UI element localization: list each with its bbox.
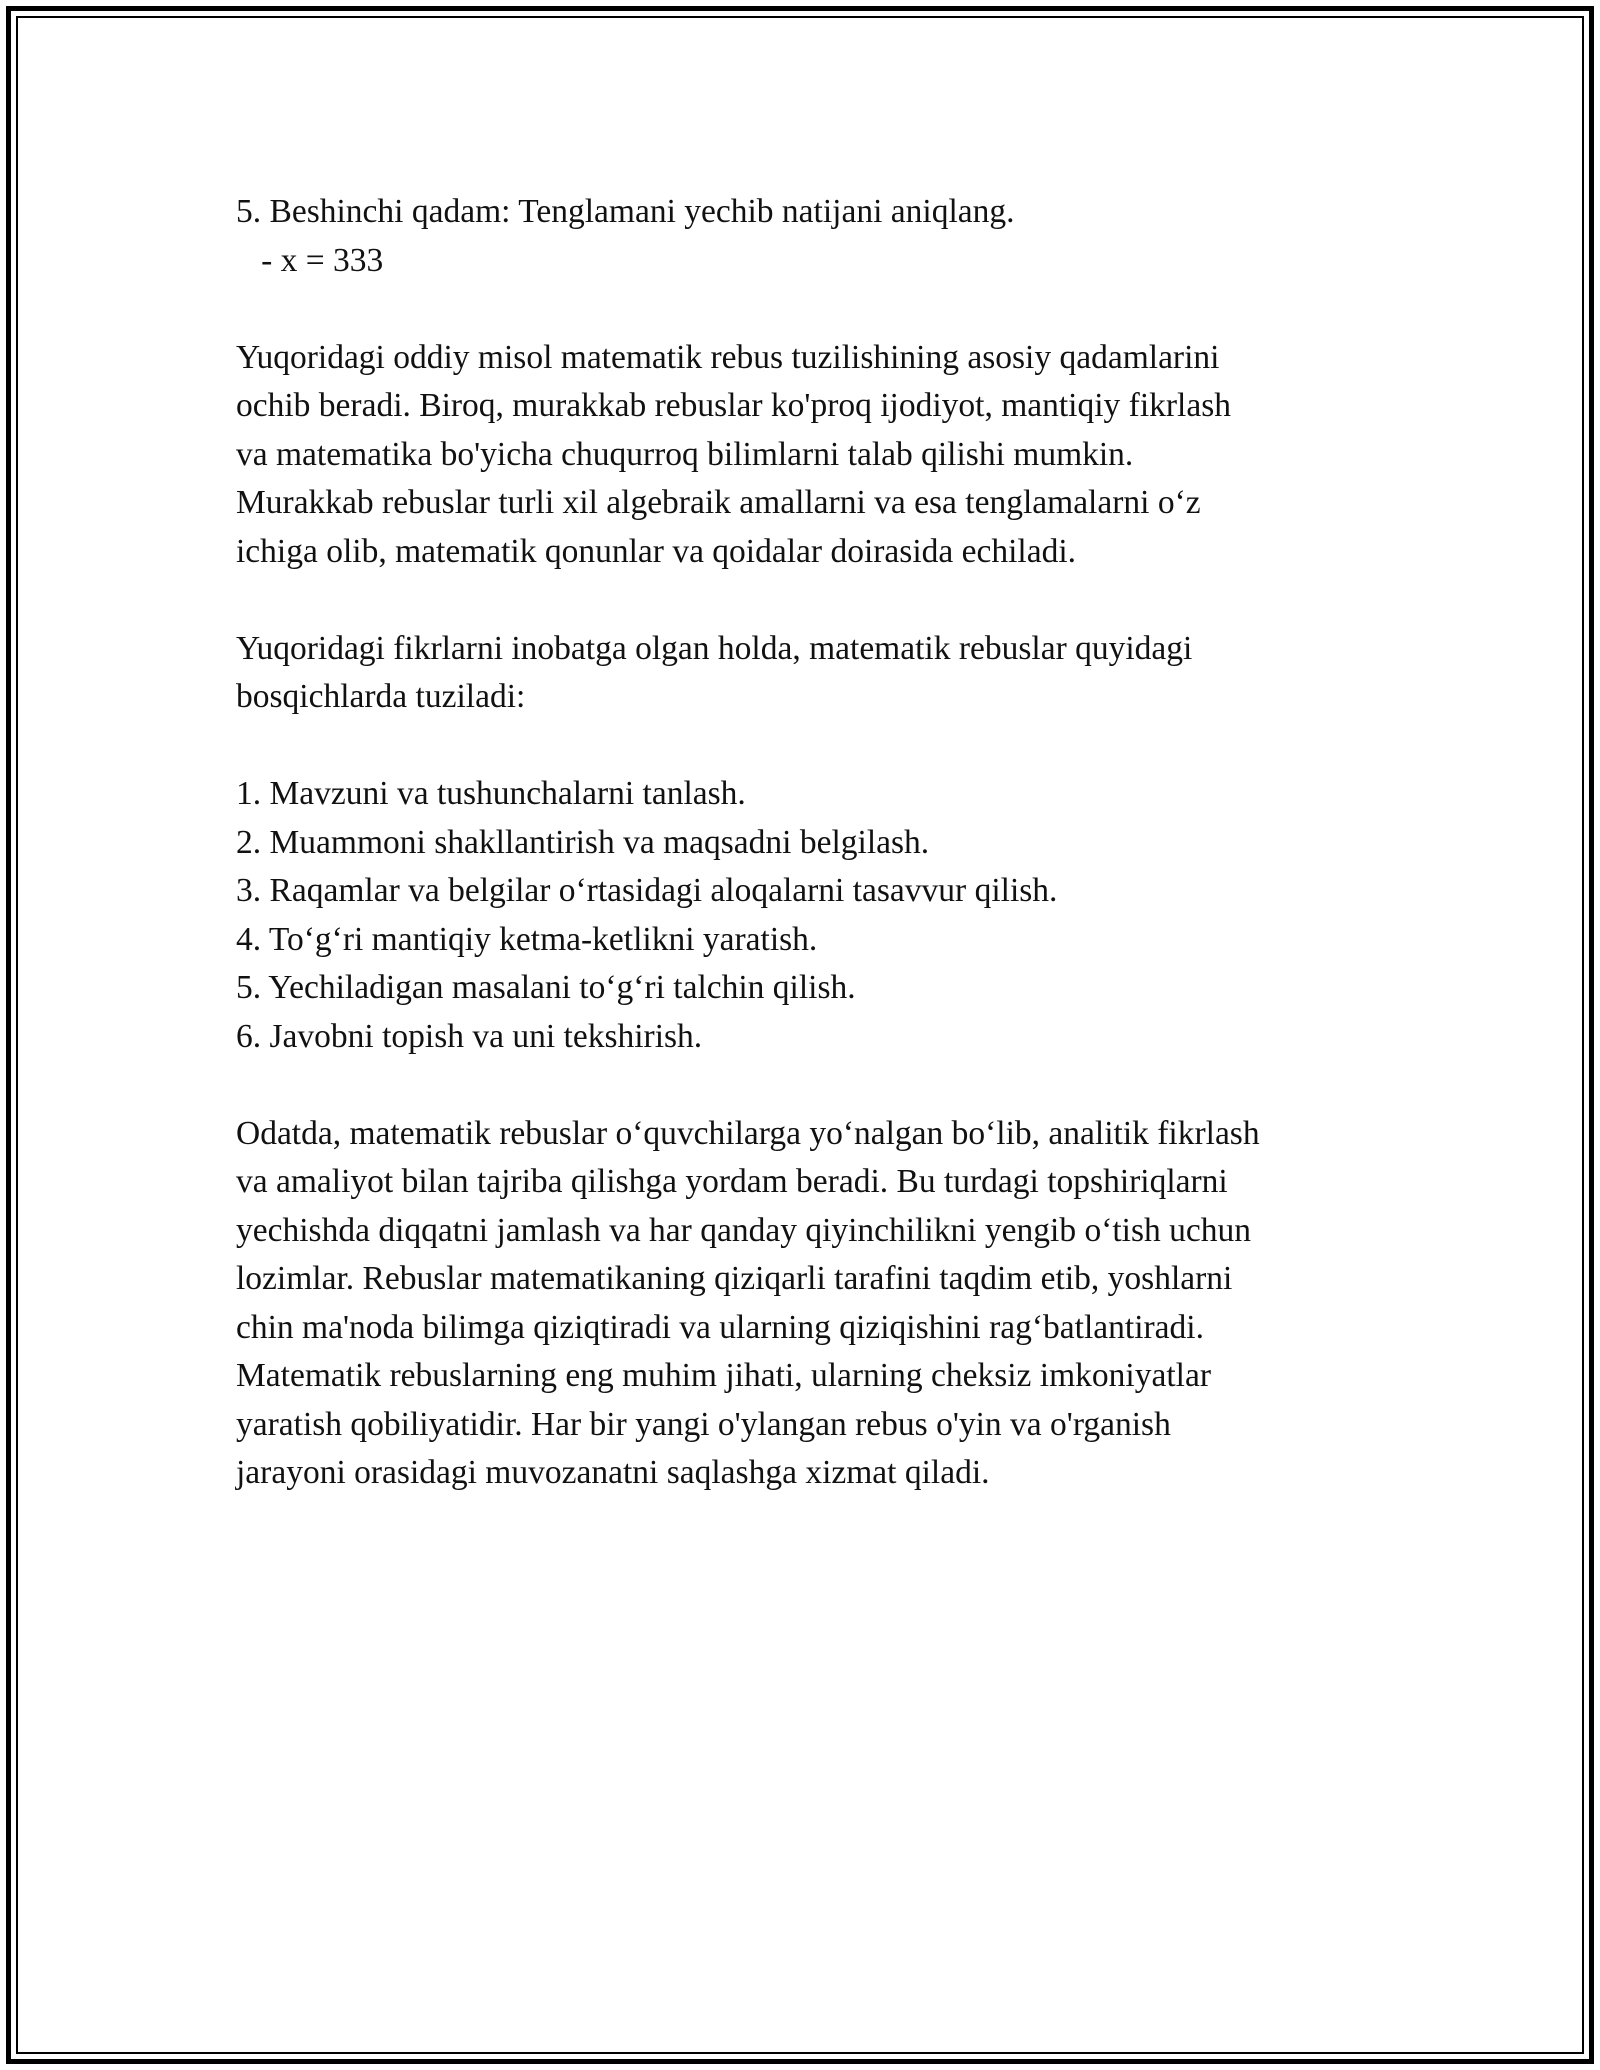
paragraph-line: yechishda diqqatni jamlash va har qanday qiyinchilikni yengib o‘tish uchun xyxy=(236,1211,1252,1249)
paragraph-line: ichiga olib, matematik qonunlar va qoidalar doirasida echiladi. xyxy=(236,532,1077,570)
paragraph xyxy=(236,625,1366,722)
list-item: 5. Yechiladigan masalani to‘g‘ri talchin qilish. xyxy=(236,969,856,1006)
paragraph-line: jarayoni orasidagi muvozanatni saqlashga xizmat qiladi. xyxy=(236,1454,990,1491)
step-line: 5. Beshinchi qadam: Tenglamani yechib natijani aniqlang. xyxy=(236,193,1015,230)
paragraph-line: chin ma'noda bilimga qiziqtiradi va ularning qiziqishini rag‘batlantiradi. xyxy=(236,1308,1204,1346)
step-block xyxy=(236,188,1366,285)
paragraph xyxy=(236,334,1366,577)
step-result-line: - x = 333 xyxy=(236,241,384,279)
paragraph-line: yaratish qobiliyatidir. Har bir yangi o'ylangan rebus o'yin va o'rganish xyxy=(236,1405,1171,1443)
list-item: 4. To‘g‘ri mantiqiy ketma-ketlikni yaratish. xyxy=(236,920,818,958)
numbered-list xyxy=(236,770,1366,1061)
paragraph-line: Yuqoridagi fikrlarni inobatga olgan holda, matematik rebuslar quyidagi xyxy=(236,629,1193,667)
paragraph-line: ochib beradi. Biroq, murakkab rebuslar ko'proq ijodiyot, mantiqiy fikrlash xyxy=(236,387,1232,424)
paragraph xyxy=(236,1110,1366,1498)
list-item: 6. Javobni topish va uni tekshirish. xyxy=(236,1017,703,1055)
paragraph-line: bosqichlarda tuziladi: xyxy=(236,678,526,715)
document-body xyxy=(236,188,1366,1546)
paragraph-line: Yuqoridagi oddiy misol matematik rebus tuzilishining asosiy qadamlarini xyxy=(236,338,1220,376)
paragraph-line: va amaliyot bilan tajriba qilishga yordam beradi. Bu turdagi topshiriqlarni xyxy=(236,1163,1228,1200)
paragraph-line: va matematika bo'yicha chuqurroq bilimlarni talab qilishi mumkin. xyxy=(236,435,1134,473)
list-item: 1. Mavzuni va tushunchalarni tanlash. xyxy=(236,775,746,812)
paragraph-line: Odatda, matematik rebuslar o‘quvchilarga yo‘nalgan bo‘lib, analitik fikrlash xyxy=(236,1114,1260,1152)
list-item: 2. Muammoni shakllantirish va maqsadni belgilash. xyxy=(236,823,930,861)
paragraph-line: lozimlar. Rebuslar matematikaning qiziqarli tarafini taqdim etib, yoshlarni xyxy=(236,1260,1233,1297)
list-item: 3. Raqamlar va belgilar o‘rtasidagi aloqalarni tasavvur qilish. xyxy=(236,872,1058,909)
paragraph-line: Murakkab rebuslar turli xil algebraik amallarni va esa tenglamalarni o‘z xyxy=(236,484,1201,521)
paragraph-line: Matematik rebuslarning eng muhim jihati, ularning cheksiz imkoniyatlar xyxy=(236,1357,1211,1394)
